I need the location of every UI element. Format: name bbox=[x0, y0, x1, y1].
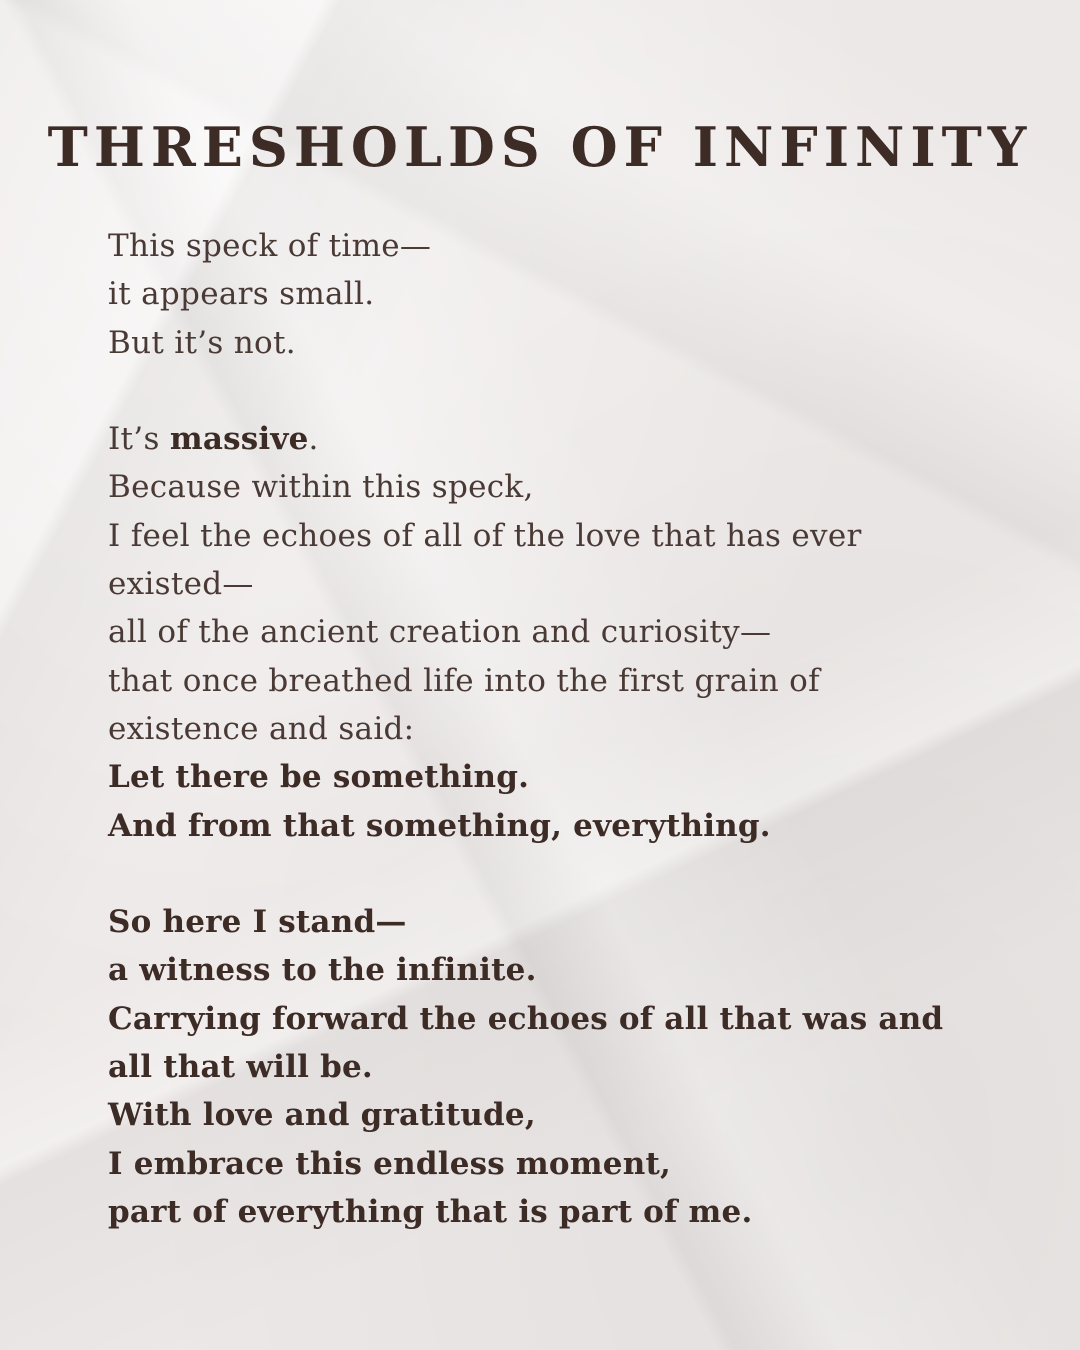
poem-line-bold: all that will be. bbox=[108, 1049, 373, 1086]
stanza-break bbox=[108, 367, 1038, 415]
poem-line-bold: Carrying forward the echoes of all that was and bbox=[108, 1000, 944, 1037]
poem-line-bold: I embrace this endless moment, bbox=[108, 1145, 671, 1182]
poem-line: existed— bbox=[108, 566, 254, 603]
poem-line: This speck of time— bbox=[108, 228, 432, 264]
poem-line: existence and said: bbox=[108, 710, 415, 747]
poem-line-bold: a witness to the infinite. bbox=[108, 952, 537, 989]
poem-line-prefix: It’s bbox=[108, 421, 170, 458]
stanza-break bbox=[108, 850, 1038, 898]
poem-line: I feel the echoes of all of the love that has ever bbox=[108, 517, 862, 554]
poem-line: all of the ancient creation and curiosity— bbox=[108, 614, 772, 651]
poem-body bbox=[108, 222, 1038, 1236]
emphasis-word: massive bbox=[169, 421, 309, 458]
poem-line-bold: So here I stand— bbox=[108, 904, 407, 941]
poem-line: Because within this speck, bbox=[108, 469, 534, 506]
poem-line-suffix: . bbox=[308, 421, 319, 458]
poem-line bbox=[108, 415, 1038, 463]
poem-line: that once breathed life into the first grain of bbox=[108, 662, 820, 699]
poem-line-bold: Let there be something. bbox=[108, 759, 530, 796]
poem-line-bold: And from that something, everything. bbox=[108, 807, 771, 844]
poem-line: But it’s not. bbox=[108, 324, 296, 361]
poem-line-bold: part of everything that is part of me. bbox=[108, 1193, 753, 1230]
poem-title: THRESHOLDS OF INFINITY bbox=[47, 115, 1033, 179]
poem-line-bold: With love and gratitude, bbox=[108, 1097, 536, 1134]
poem-line: it appears small. bbox=[108, 276, 375, 313]
